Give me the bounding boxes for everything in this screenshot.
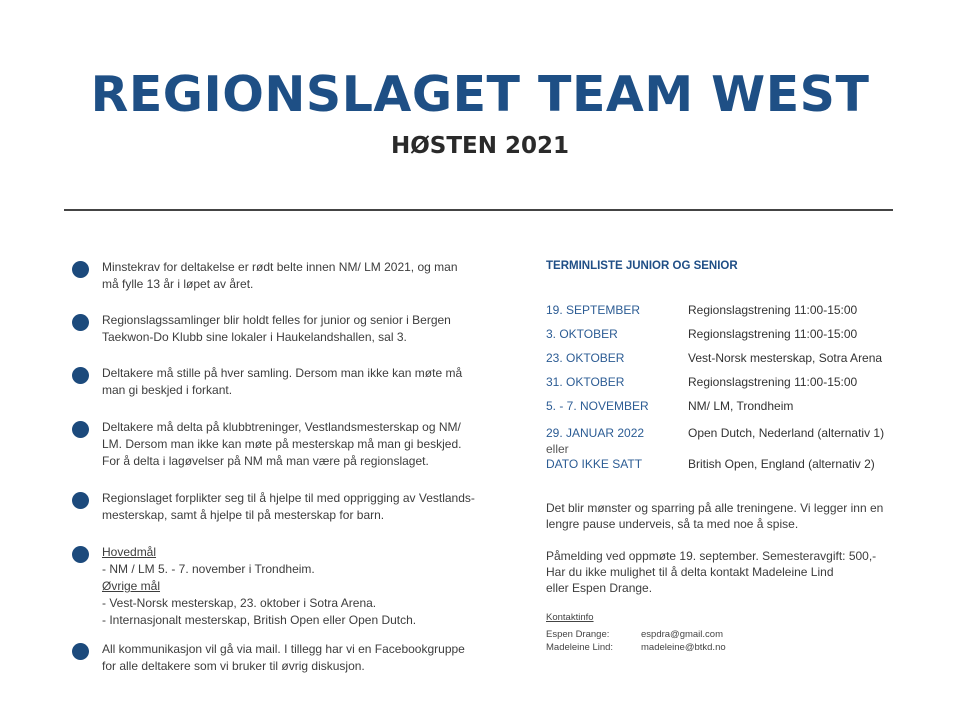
other-goal: - Vest-Norsk mesterskap, 23. oktober i Sotra Arena. [102,596,377,610]
schedule-event: Vest-Norsk mesterskap, Sotra Arena [688,351,883,365]
bullet-dot-icon [72,261,89,278]
training-info [546,500,926,532]
registration-info [546,548,926,596]
schedule-title: TERMINLISTE JUNIOR OG SENIOR [546,260,738,272]
list-item-line: mesterskap, samt å hjelpe til på mesterskap for barn. [102,508,385,522]
schedule-date: 29. JANUAR 2022 [546,426,645,440]
schedule-or-label: eller [546,442,569,456]
bullet-dot-icon [72,546,89,563]
schedule-date: 19. SEPTEMBER [546,303,641,317]
schedule-date: DATO IKKE SATT [546,457,643,471]
list-item-line: Regionslagssamlinger blir holdt felles for junior og senior i Bergen [102,313,451,327]
info-line: Det blir mønster og sparring på alle treningene. Vi legger inn en [546,501,884,515]
bullet-dot-icon [72,492,89,509]
contact-heading: Kontaktinfo [546,612,594,623]
list-item-line: LM. Dersom man ikke kan møte på mesterskap må man gi beskjed. [102,437,462,451]
bullet-dot-icon [72,367,89,384]
list-item-line: Deltakere må delta på klubbtreninger, Vestlandsmesterskap og NM/ [102,420,461,434]
contact-email[interactable]: madeleine@btkd.no [641,642,726,653]
schedule-date: 3. OKTOBER [546,327,618,341]
main-goal-label: Hovedmål [102,545,157,559]
list-item-line: må fylle 13 år i løpet av året. [102,277,254,291]
info-line: Påmelding ved oppmøte 19. september. Semesteravgift: 500,- [546,549,877,563]
contact-email[interactable]: espdra@gmail.com [641,629,723,640]
contact-name: Madeleine Lind: [546,642,614,653]
bullet-dot-icon [72,314,89,331]
list-item-line: Regionslaget forplikter seg til å hjelpe til med opprigging av Vestlands- [102,491,475,505]
info-line: eller Espen Drange. [546,581,653,595]
list-item-line: Deltakere må stille på hver samling. Dersom man ikke kan møte må [102,366,463,380]
list-item-line: Minstekrav for deltakelse er rødt belte innen NM/ LM 2021, og man [102,260,458,274]
list-item-line: for alle deltakere som vi bruker til øvrig diskusjon. [102,659,365,673]
other-goals-label: Øvrige mål [102,579,161,593]
main-goal: - NM / LM 5. - 7. november i Trondheim. [102,562,315,576]
schedule-event: Regionslagstrening 11:00-15:00 [688,303,858,317]
other-goal: - Internasjonalt mesterskap, British Open eller Open Dutch. [102,613,417,627]
schedule-date: 23. OKTOBER [546,351,625,365]
schedule-event: Open Dutch, Nederland (alternativ 1) [688,426,885,440]
schedule-event: British Open, England (alternativ 2) [688,457,875,471]
schedule-date: 31. OKTOBER [546,375,625,389]
schedule-event: NM/ LM, Trondheim [688,399,794,413]
list-item-line: man gi beskjed i forkant. [102,383,233,397]
page-subtitle: HØSTEN 2021 [390,133,570,159]
info-line: lengre pause underveis, så ta med noe å spise. [546,517,799,531]
bullet-dot-icon [72,643,89,660]
schedule-event: Regionslagstrening 11:00-15:00 [688,375,858,389]
page-title: REGIONSLAGET TEAM WEST [90,66,870,123]
list-item-line: Taekwon-Do Klubb sine lokaler i Haukelandshallen, sal 3. [102,330,407,344]
bullet-dot-icon [72,421,89,438]
list-item-line: All kommunikasjon vil gå via mail. I tillegg har vi en Facebookgruppe [102,642,465,656]
schedule-date: 5. - 7. NOVEMBER [546,399,649,413]
info-line: Har du ikke mulighet til å delta kontakt Madeleine Lind [546,565,834,579]
contact-name: Espen Drange: [546,629,610,640]
schedule-event: Regionslagstrening 11:00-15:00 [688,327,858,341]
list-item-line: For å delta i lagøvelser på NM må man være på regionslaget. [102,454,429,468]
divider [64,209,893,211]
